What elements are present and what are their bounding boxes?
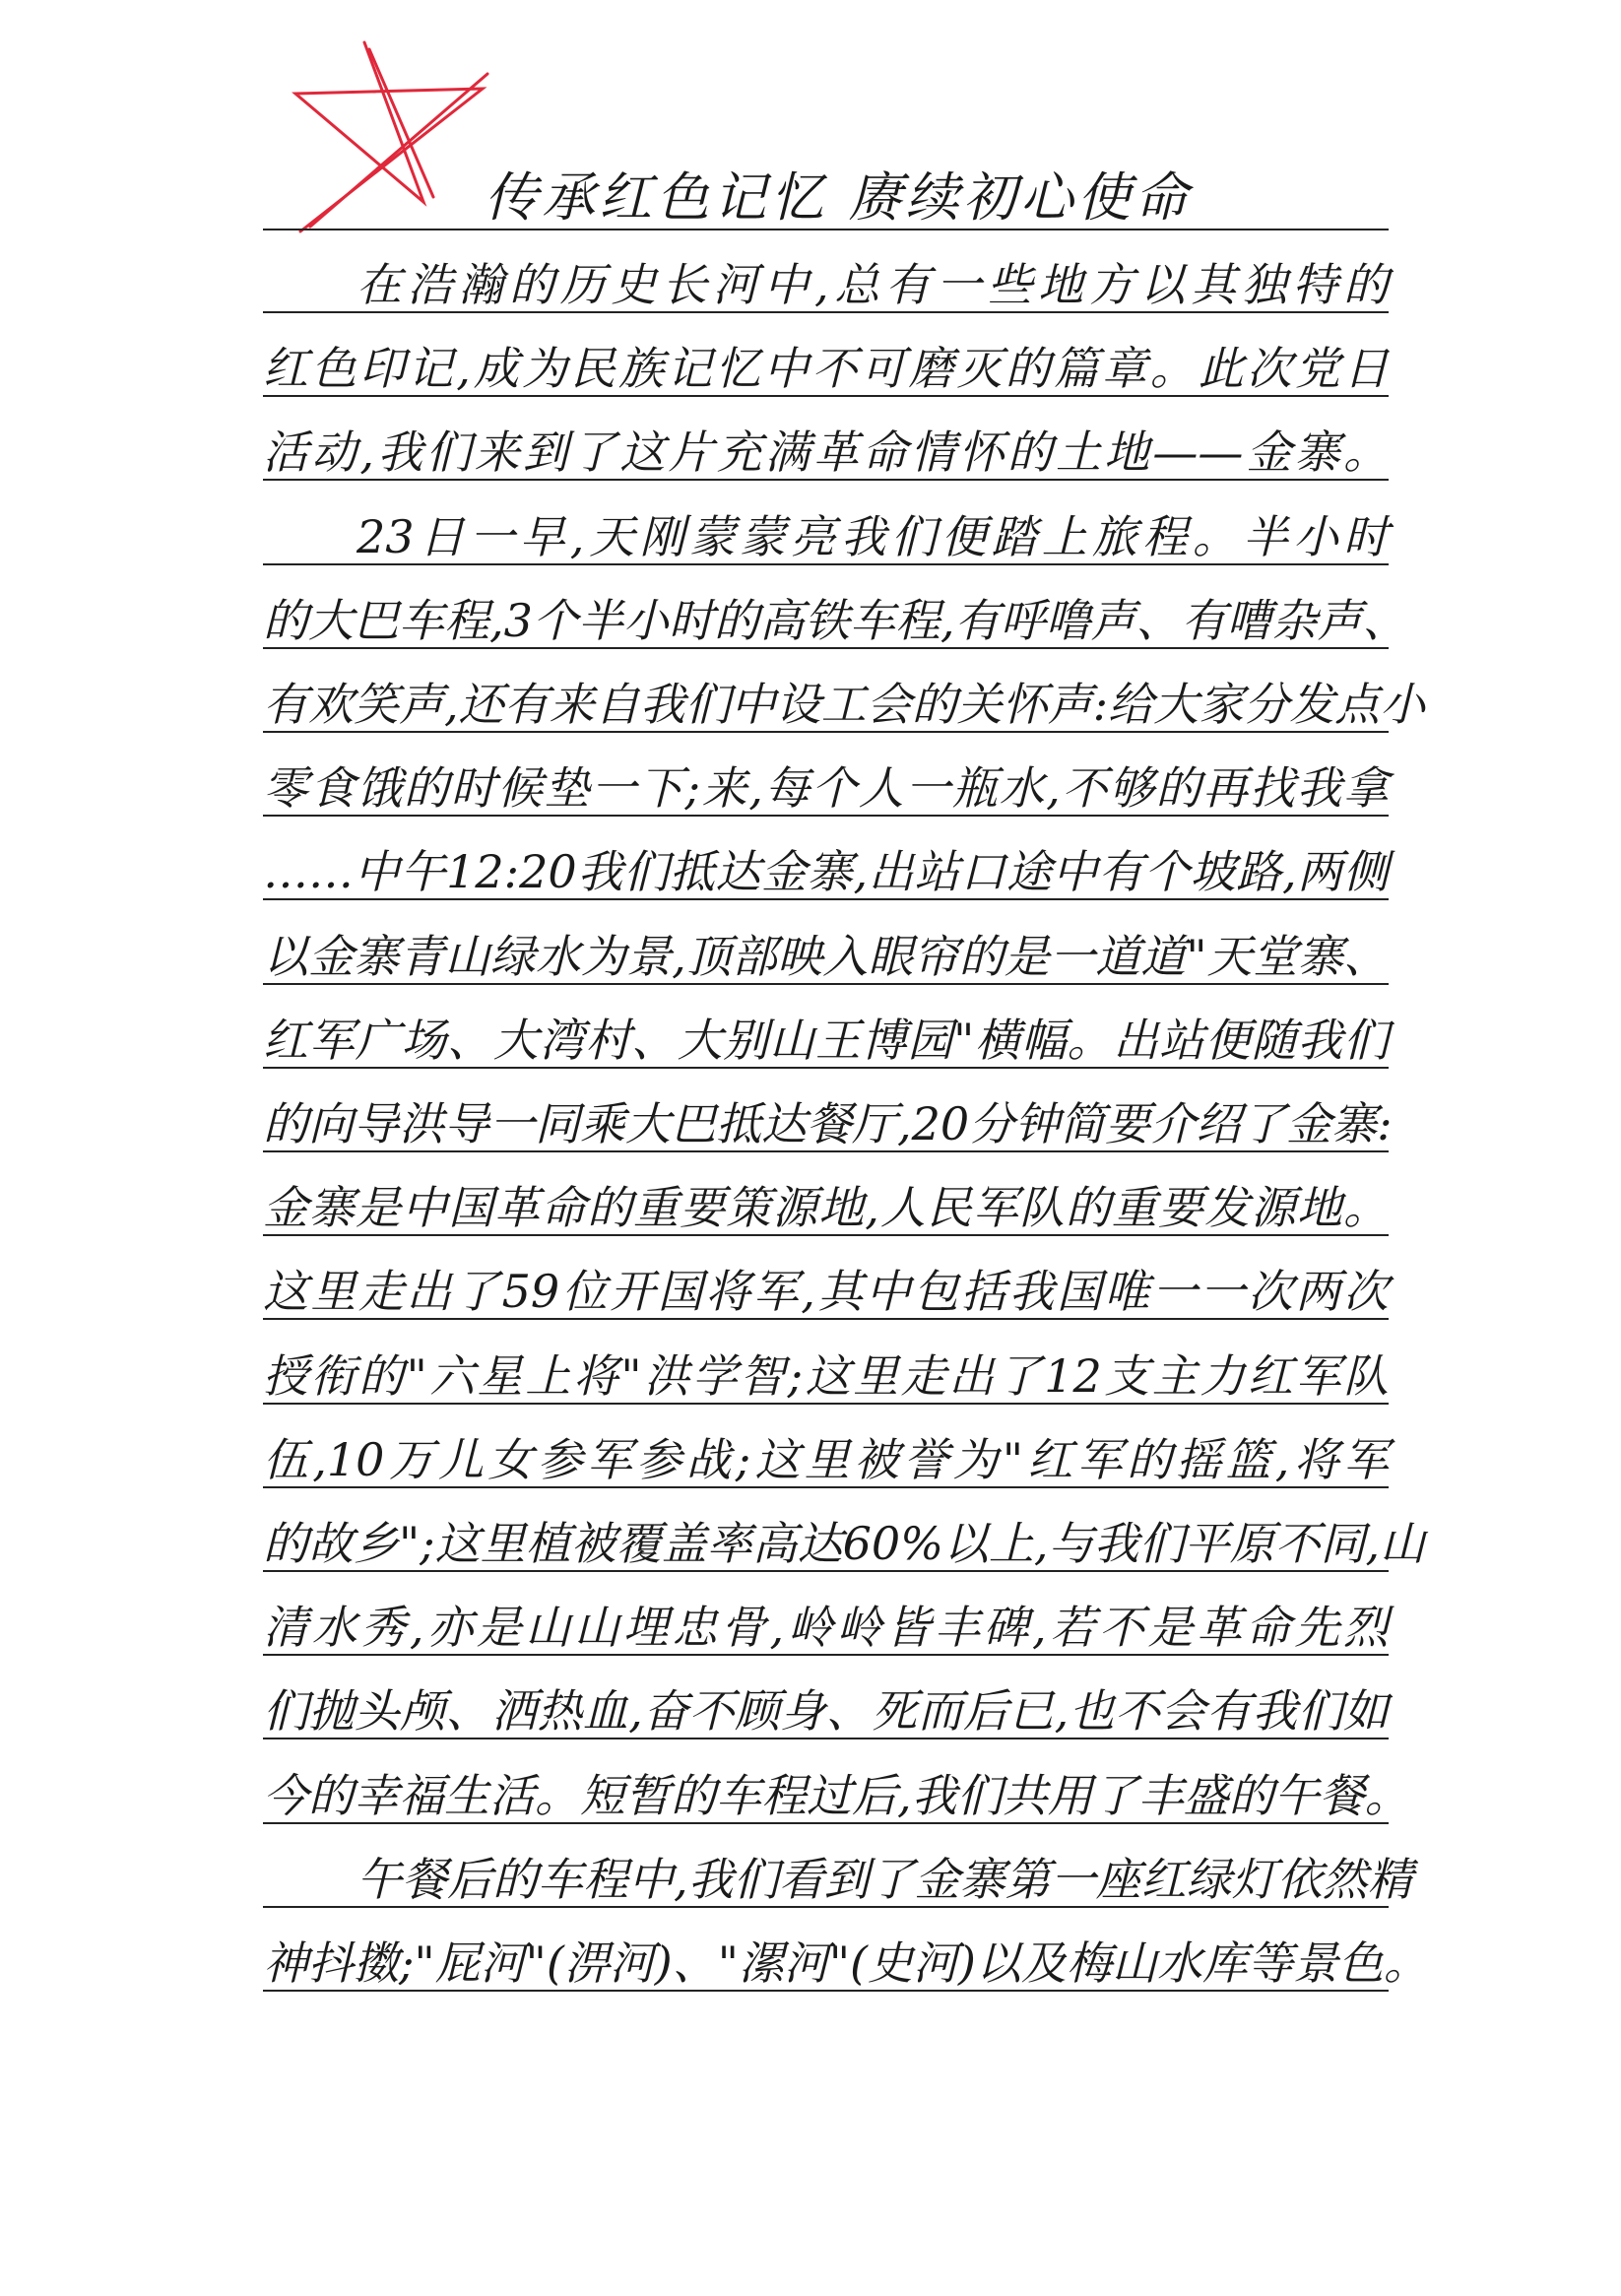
essay-line [263,1406,1389,1488]
essay-line [263,230,1389,313]
essay-line-text: 这里走出了59位开国将军,其中包括我国唯一一次两次 [263,1265,1389,1319]
essay-line [263,1153,1389,1236]
essay-line [263,1489,1426,1572]
essay-line [263,650,1426,733]
essay-line-text: 神抖擞;"屁河"(淠河)、"漯河"(史河)以及梅山水库等景色。 [263,1936,1429,1990]
essay-title-line [263,148,1389,230]
essay-line [263,566,1408,649]
essay-line-text: 伍,10万儿女参军参战;这里被誉为"红军的摇篮,将军 [263,1432,1389,1486]
essay-title: 传承红色记忆 赓续初心使命 [485,166,1192,229]
essay-line [263,1909,1429,1992]
essay-line-text: 有欢笑声,还有来自我们中设工会的关怀声:给大家分发点小 [263,678,1426,731]
essay-line-text: 金寨是中国革命的重要策源地,人民军队的重要发源地。 [263,1181,1389,1235]
essay-line-text: 午餐后的车程中,我们看到了金寨第一座红绿灯依然精 [357,1852,1413,1906]
essay-line-text: 的向导洪导一同乘大巴抵达餐厅,20分钟简要介绍了金寨: [263,1097,1393,1150]
essay-line-text: 清水秀,亦是山山埋忠骨,岭岭皆丰碑,若不是革命先烈 [263,1601,1389,1655]
essay-line [263,1573,1389,1656]
essay-line-text: 的故乡";这里植被覆盖率高达60%以上,与我们平原不同,山 [263,1517,1426,1570]
essay-line-text: 零食饿的时候垫一下;来,每个人一瓶水,不够的再找我拿 [263,761,1389,816]
essay-line-text: 红军广场、大湾村、大别山王博园"横幅。出站便随我们 [263,1013,1389,1067]
essay-line-text: 授衔的"六星上将"洪学智;这里走出了12支主力红军队 [263,1348,1389,1403]
essay-line-text: 在浩瀚的历史长河中,总有一些地方以其独特的 [357,258,1389,311]
essay-line-text: 今的幸福生活。短暂的车程过后,我们共用了丰盛的午餐。 [263,1768,1410,1822]
essay-line-text: 以金寨青山绿水为景,顶部映入眼帘的是一道道"天堂寨、 [263,929,1389,983]
essay-line [263,902,1389,985]
essay-line-text: 23日一早,天刚蒙蒙亮我们便踏上旅程。半小时 [357,509,1389,563]
essay-line-text: 活动,我们来到了这片充满革命情怀的土地——金寨。 [263,426,1389,480]
essay-line-text: ……中午12:20我们抵达金寨,出站口途中有个坡路,两侧 [263,845,1389,899]
essay-line-text: 的大巴车程,3个半小时的高铁车程,有呼噜声、有嘈杂声、 [263,593,1408,647]
essay-line [263,1237,1389,1320]
essay-line [263,1657,1389,1739]
essay-line [263,314,1389,397]
essay-line [263,986,1389,1069]
essay-line [263,1322,1389,1405]
essay-line [263,1070,1393,1152]
essay-line [263,734,1389,817]
essay-line [263,483,1389,565]
essay-line [263,1741,1410,1824]
essay-line-text: 红色印记,成为民族记忆中不可磨灭的篇章。此次党日 [263,342,1389,396]
essay-line [263,398,1389,481]
essay-line-text: 们抛头颅、洒热血,奋不顾身、死而后已,也不会有我们如 [263,1684,1389,1738]
essay-line [263,1825,1413,1908]
essay-line [263,818,1389,900]
